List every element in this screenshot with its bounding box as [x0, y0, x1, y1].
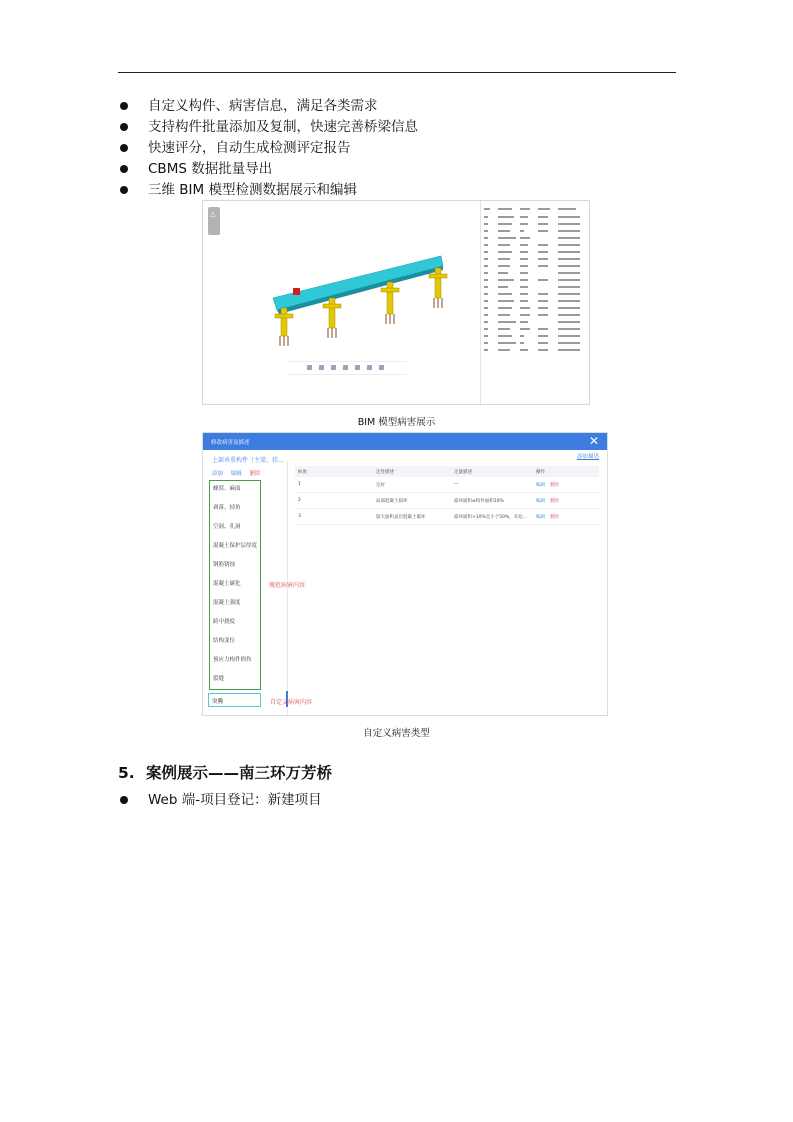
bullet-icon: [120, 165, 128, 173]
list-item[interactable]: 混凝土碳化: [213, 581, 241, 587]
table-header: 定性描述: [373, 466, 451, 477]
list-item[interactable]: 空洞、孔洞: [213, 524, 241, 530]
add-button[interactable]: 添加: [212, 471, 224, 477]
bim-model-screenshot: [202, 200, 590, 405]
dialog-title: 修改病害及描述: [211, 440, 250, 446]
custom-disease-item[interactable]: 突腾: [208, 693, 261, 707]
add-description-link[interactable]: 添加描述: [576, 454, 599, 460]
section-title: 案例展示——南三环万芳桥: [146, 764, 333, 782]
delete-button[interactable]: 删除: [550, 498, 559, 504]
list-item[interactable]: 蜂窝、麻面: [213, 486, 241, 492]
list-item: 支持构件批量添加及复制，快速完善桥梁信息: [118, 117, 418, 138]
delete-button[interactable]: 删除: [550, 482, 559, 488]
close-icon[interactable]: ✕: [588, 434, 599, 448]
table-row: 1 完好 — 编辑 删除: [295, 477, 599, 493]
bullet-icon: [120, 123, 128, 131]
scale-table: [295, 466, 599, 525]
list-item: 自定义构件、病害信息，满足各类需求: [118, 96, 418, 117]
header-rule: [118, 72, 676, 73]
edit-button[interactable]: 编辑: [536, 498, 545, 504]
bridge-model-icon: [263, 246, 483, 356]
toolbar-icon: △: [208, 207, 220, 235]
list-item[interactable]: 混凝土保护层厚度: [213, 543, 258, 549]
table-header: 定量描述: [451, 466, 533, 477]
edit-button[interactable]: 编辑: [230, 471, 242, 477]
case-list: [118, 790, 322, 811]
table-row: 3 较大面积表层混凝土破坏 损坏面积>10%且小于50%，未危... 编辑 删除: [295, 509, 599, 525]
list-item: 三维 BIM 模型检测数据展示和编辑: [118, 180, 418, 201]
list-actions: [212, 469, 267, 477]
bullet-icon: [120, 186, 128, 194]
list-item[interactable]: 剥落、掉角: [213, 505, 241, 511]
section-heading: [118, 761, 332, 783]
view-toolbar: [287, 361, 407, 375]
standard-note: 规范病害内容: [269, 582, 306, 589]
standard-disease-list: [209, 480, 261, 690]
figure1-caption: BIM 模型病害展示: [357, 417, 436, 428]
bullet-icon: [120, 796, 128, 804]
disease-dialog-screenshot: [202, 432, 608, 716]
table-header: 操作: [533, 466, 599, 477]
breadcrumb[interactable]: 上部承重构件（主梁、挂...: [212, 457, 284, 464]
list-item: CBMS 数据批量导出: [118, 159, 418, 180]
list-item[interactable]: 结构变位: [213, 638, 236, 644]
bullet-icon: [120, 144, 128, 152]
list-item[interactable]: 钢筋锈蚀: [213, 562, 236, 568]
list-item: 快速评分，自动生成检测评定报告: [118, 138, 418, 159]
list-item[interactable]: 裂缝: [213, 676, 225, 682]
defect-list-panel: [480, 201, 589, 404]
edit-button[interactable]: 编辑: [536, 514, 545, 520]
section-number: 5.: [118, 764, 135, 782]
delete-button[interactable]: 删除: [249, 471, 261, 477]
list-item[interactable]: 跨中挠度: [213, 619, 236, 625]
table-header: 标度: [295, 466, 373, 477]
edit-button[interactable]: 编辑: [536, 482, 545, 488]
list-item[interactable]: 混凝土强度: [213, 600, 241, 606]
custom-note: 自定义病害内容: [270, 699, 313, 706]
delete-button[interactable]: 删除: [550, 514, 559, 520]
list-item[interactable]: 预应力构件损伤: [213, 657, 252, 663]
table-row: 2 局部混凝土损坏 损坏面积≤构件面积10% 编辑 删除: [295, 493, 599, 509]
list-item: Web 端-项目登记：新建项目: [118, 790, 322, 811]
figure2-caption: 自定义病害类型: [363, 728, 430, 739]
bullet-icon: [120, 102, 128, 110]
feature-list: [118, 96, 418, 201]
dialog-header: [203, 433, 607, 450]
